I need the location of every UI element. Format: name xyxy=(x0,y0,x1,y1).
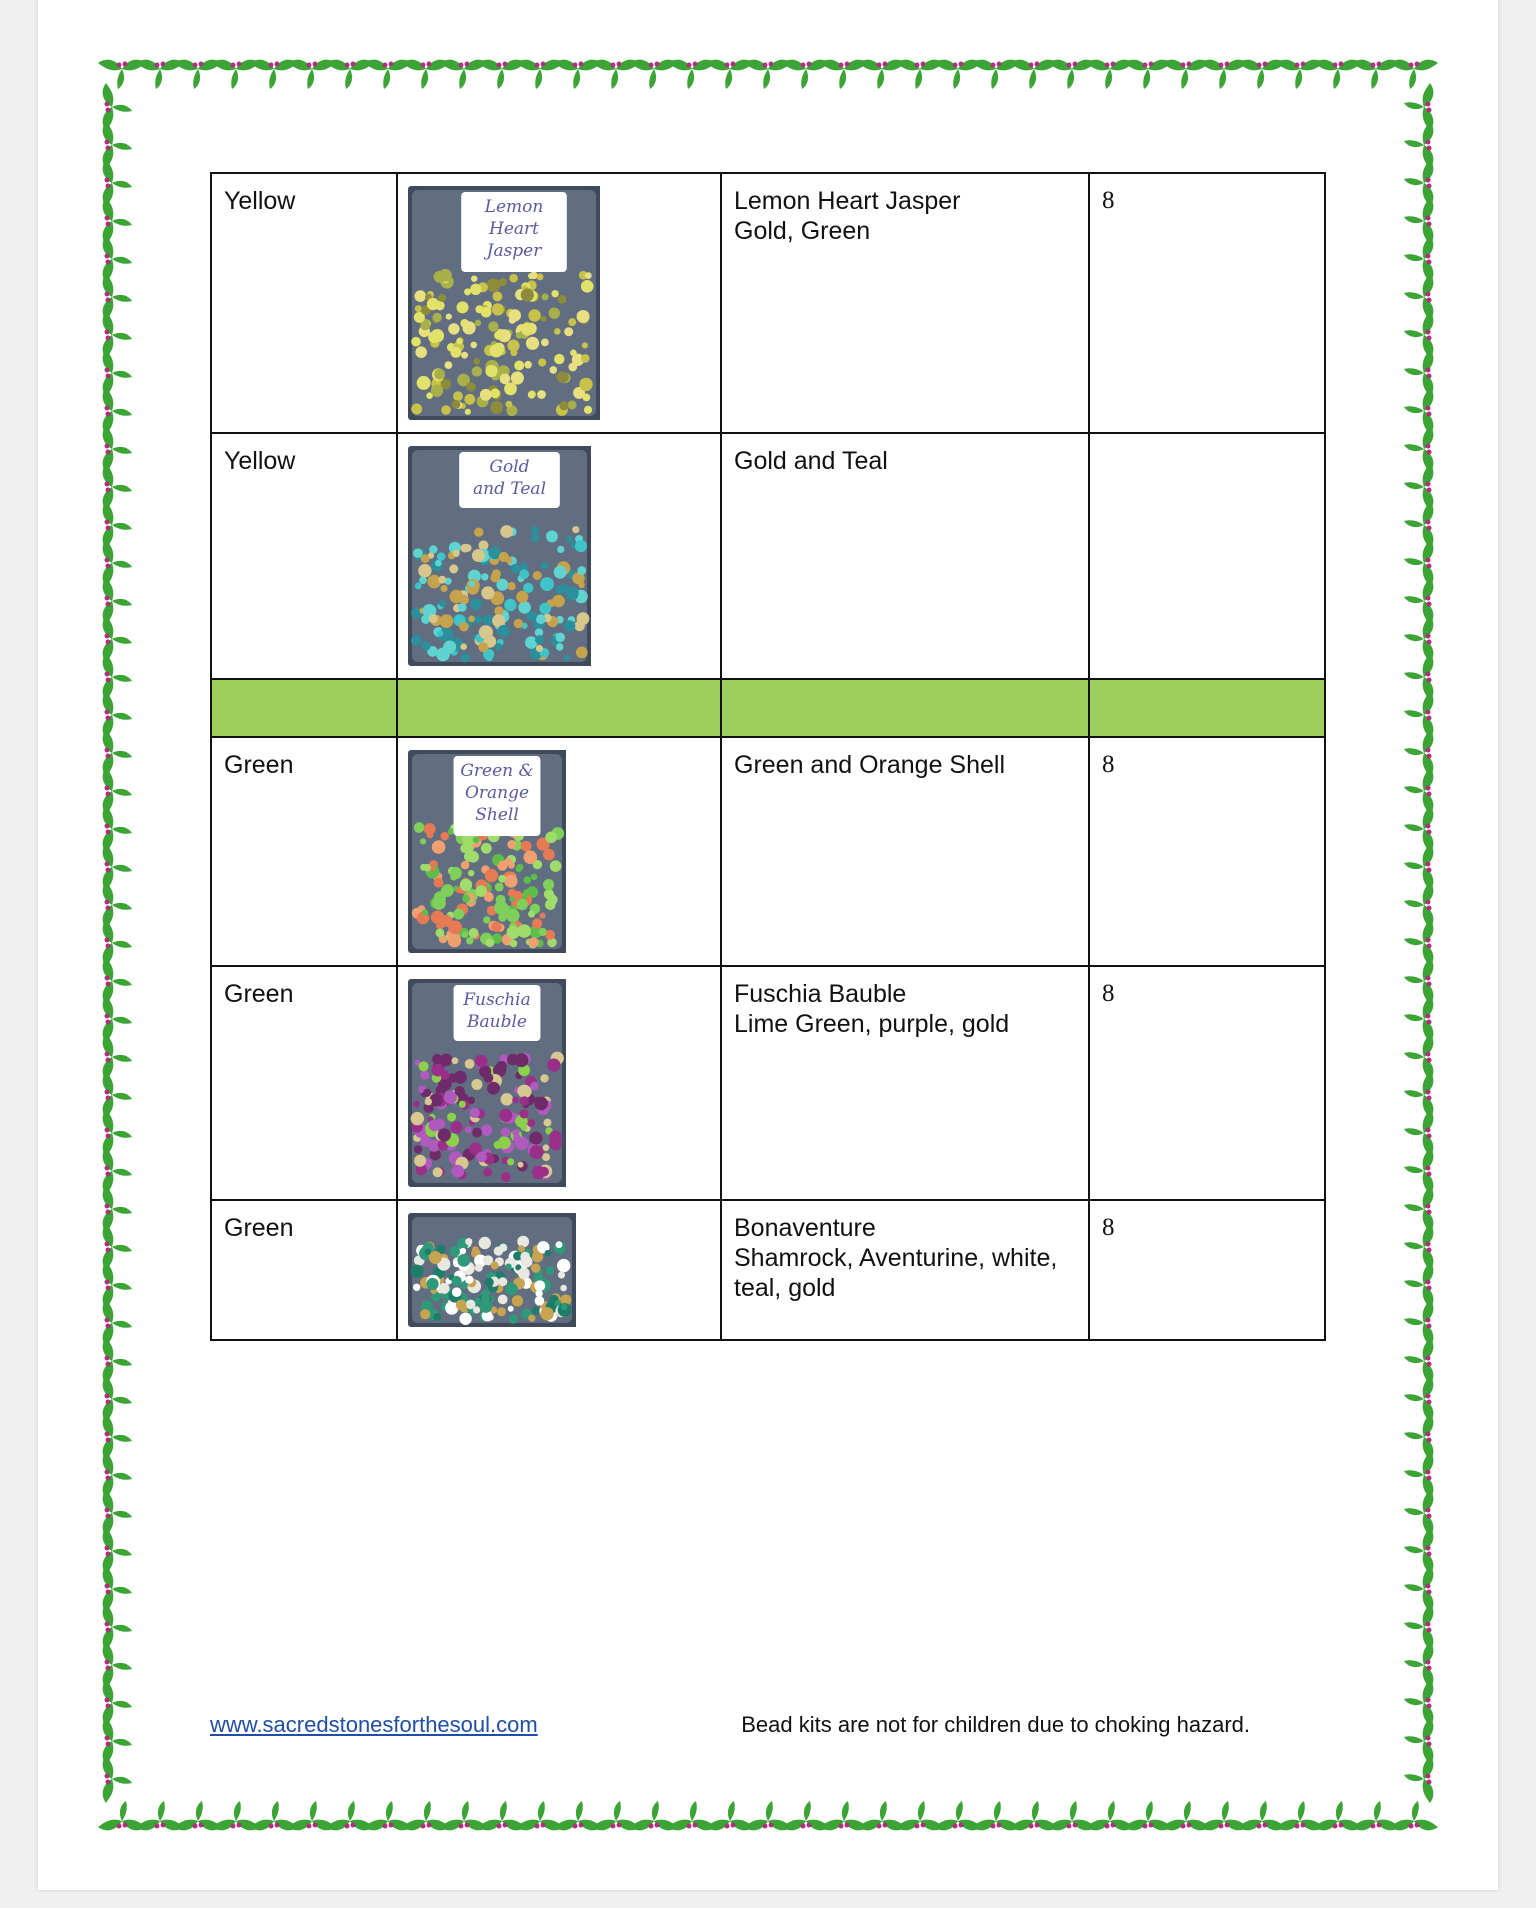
divider-cell xyxy=(1089,679,1325,737)
color-cell: Green xyxy=(211,966,397,1200)
bead-kit-photo xyxy=(408,750,710,953)
section-divider-row xyxy=(211,679,1325,737)
description-line: Gold, Green xyxy=(734,217,871,245)
description-line: Lime Green, purple, gold xyxy=(734,1010,1010,1038)
photo-cell xyxy=(397,737,721,966)
table-row xyxy=(211,737,1325,966)
website-link[interactable]: www.sacredstonesforthesoul.com xyxy=(210,1712,538,1737)
svg-text:and Teal: and Teal xyxy=(472,479,547,499)
description-line: Bonaventure xyxy=(734,1214,876,1242)
quantity-cell: 8 xyxy=(1089,966,1325,1200)
description-line: Shamrock, Aventurine, white, xyxy=(734,1244,1058,1272)
table-row xyxy=(211,433,1325,679)
divider-cell xyxy=(397,679,721,737)
photo-cell xyxy=(397,433,721,679)
svg-text:Lemon: Lemon xyxy=(484,197,544,217)
description-line: Gold and Teal xyxy=(734,447,888,475)
divider-cell xyxy=(721,679,1089,737)
description-cell xyxy=(721,173,1089,433)
svg-text:Heart: Heart xyxy=(489,219,539,239)
svg-text:Jasper: Jasper xyxy=(486,241,542,261)
svg-text:Orange: Orange xyxy=(464,783,530,803)
description-cell xyxy=(721,433,1089,679)
table-row xyxy=(211,966,1325,1200)
bead-kit-photo xyxy=(408,979,710,1187)
svg-text:Fuschia: Fuschia xyxy=(463,990,531,1010)
bead-kit-photo xyxy=(408,186,710,420)
quantity-cell: 8 xyxy=(1089,737,1325,966)
description-line: Green and Orange Shell xyxy=(734,751,1006,779)
photo-cell xyxy=(397,1200,721,1340)
bead-kit-photo xyxy=(408,446,710,666)
color-cell: Yellow xyxy=(211,433,397,679)
bead-kit-photo xyxy=(408,1213,710,1327)
color-cell: Green xyxy=(211,1200,397,1340)
choking-hazard-note: Bead kits are not for children due to choking hazard. xyxy=(741,1712,1250,1737)
svg-text:Shell: Shell xyxy=(475,805,519,825)
svg-text:Bauble: Bauble xyxy=(467,1012,527,1032)
description-line: Fuschia Bauble xyxy=(734,980,907,1008)
color-cell: Yellow xyxy=(211,173,397,433)
document-page xyxy=(38,0,1498,1890)
description-cell xyxy=(721,966,1089,1200)
quantity-cell: 8 xyxy=(1089,173,1325,433)
description-cell xyxy=(721,737,1089,966)
table-row xyxy=(211,173,1325,433)
color-cell: Green xyxy=(211,737,397,966)
quantity-cell: 8 xyxy=(1089,1200,1325,1340)
table-row xyxy=(211,1200,1325,1340)
photo-cell xyxy=(397,966,721,1200)
description-cell xyxy=(721,1200,1089,1340)
bead-kit-table xyxy=(210,172,1326,1341)
description-line: Lemon Heart Jasper xyxy=(734,187,961,215)
svg-text:Gold: Gold xyxy=(489,457,530,477)
svg-text:Green &: Green & xyxy=(460,761,534,781)
divider-cell xyxy=(211,679,397,737)
description-line: teal, gold xyxy=(734,1274,836,1302)
photo-cell xyxy=(397,173,721,433)
quantity-cell xyxy=(1089,433,1325,679)
